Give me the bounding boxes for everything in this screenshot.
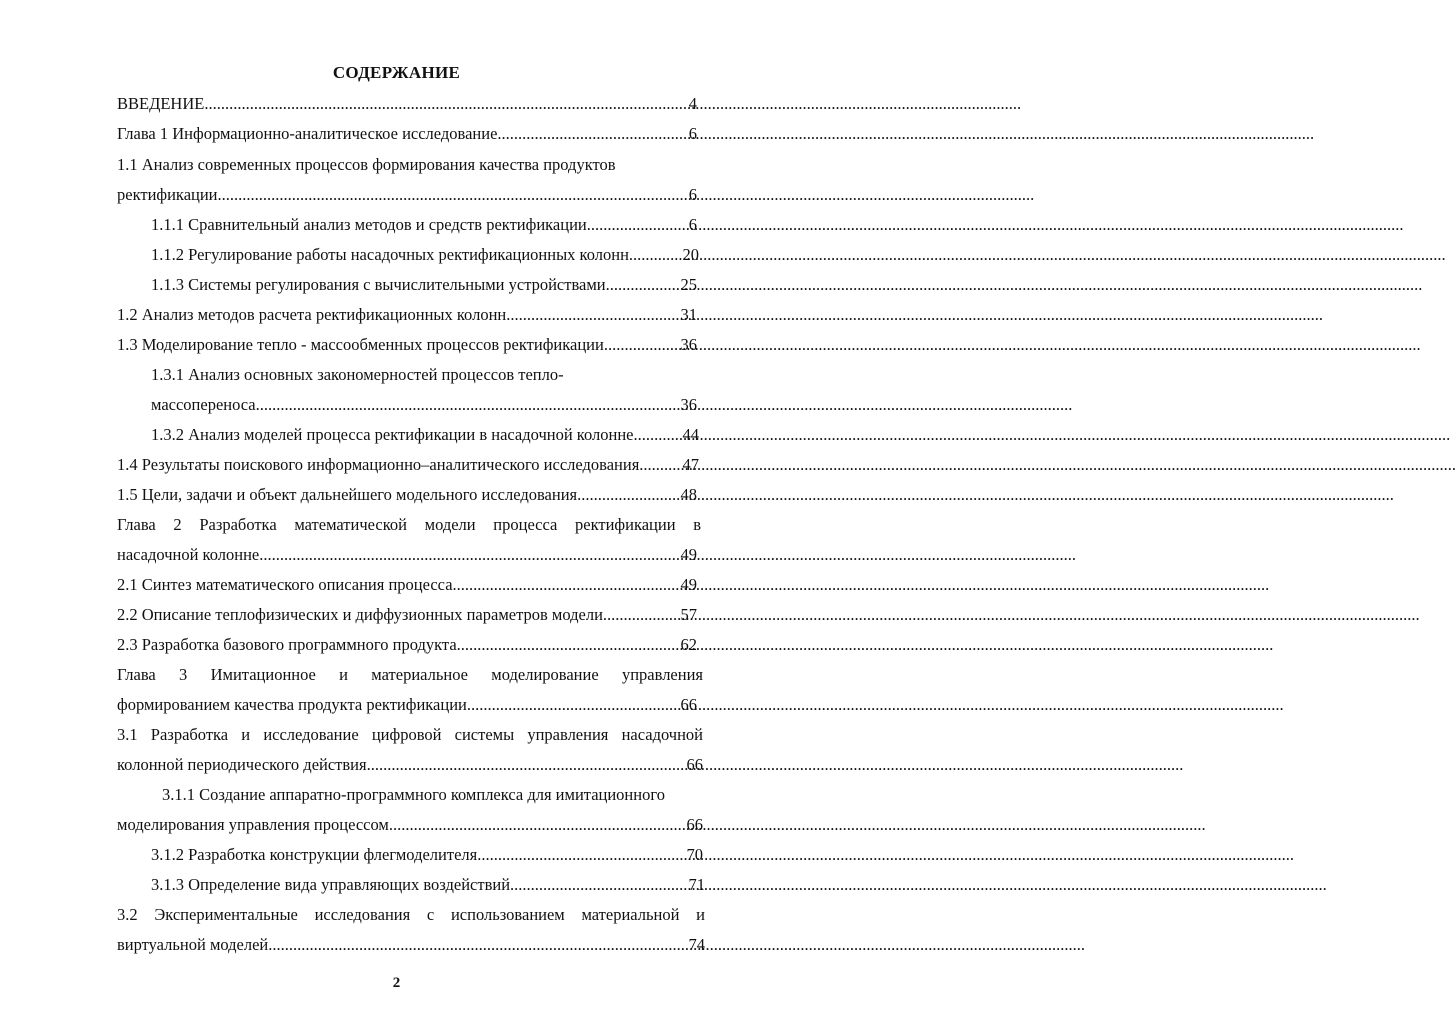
toc-entry-1-2[interactable] — [117, 305, 697, 325]
toc-page-number: 49 — [680, 545, 697, 564]
toc-entry-3-1-line1[interactable]: 3.1 Разработка и исследование цифровой системы управления насадочной — [117, 725, 703, 744]
toc-entry-1-3[interactable] — [117, 335, 697, 355]
toc-entry-text: 3.1.3 Определение вида управляющих воздействий — [151, 875, 511, 894]
toc-entry-chapter-2[interactable] — [117, 545, 697, 565]
toc-entry-text: колонной периодического действия — [117, 755, 367, 774]
toc-entry-text: Глава 1 Информационно-аналитическое исследование — [117, 124, 498, 143]
toc-entry-2-1[interactable] — [117, 575, 697, 595]
toc-entry-text: виртуальной моделей — [117, 935, 269, 954]
toc-entry-1-5[interactable] — [117, 485, 697, 505]
toc-entry-1-1-line1[interactable]: 1.1 Анализ современных процессов формирования качества продуктов — [117, 155, 616, 174]
toc-entry-chapter-1[interactable] — [117, 124, 697, 144]
toc-entry-1-1[interactable] — [117, 185, 697, 205]
toc-entry-text: 1.3.2 Анализ моделей процесса ректификации в насадочной колонне — [151, 425, 634, 444]
toc-page-number: 66 — [680, 695, 697, 714]
toc-entry-3-1-1-line1[interactable]: 3.1.1 Создание аппаратно-программного комплекса для имитационного — [162, 785, 665, 804]
toc-entry-3-2-line1[interactable]: 3.2 Экспериментальные исследования с использованием материальной и — [117, 905, 705, 924]
toc-page-number: 36 — [680, 395, 697, 414]
toc-entry-text: 2.2 Описание теплофизических и диффузионных параметров модели — [117, 605, 603, 624]
toc-entry-text: насадочной колонне — [117, 545, 260, 564]
toc-page-number: 6 — [688, 124, 697, 143]
toc-page-number: 62 — [680, 635, 697, 654]
toc-entry-1-1-1[interactable] — [151, 215, 697, 235]
toc-entry-text: 1.5 Цели, задачи и объект дальнейшего модельного исследования — [117, 485, 578, 504]
toc-entry-2-3[interactable] — [117, 635, 697, 655]
toc-page-number: 48 — [680, 485, 697, 504]
toc-page-number: 20 — [682, 245, 699, 264]
page-number: 2 — [392, 975, 401, 991]
toc-entry-text: массопереноса — [151, 395, 256, 414]
toc-entry-3-1-3[interactable] — [151, 875, 705, 895]
toc-page-number: 6 — [688, 215, 697, 234]
toc-entry-introduction[interactable] — [117, 94, 697, 114]
toc-entry-3-2[interactable] — [117, 935, 705, 955]
toc-entry-text: 1.1.3 Системы регулирования с вычислительными устройствами — [151, 275, 606, 294]
toc-page-number: 25 — [680, 275, 697, 294]
toc-entry-1-1-2[interactable] — [151, 245, 699, 265]
toc-page-number: 70 — [686, 845, 703, 864]
toc-entry-text: ректификации — [117, 185, 218, 204]
toc-entry-1-3-1[interactable] — [151, 395, 697, 415]
toc-entry-text: 1.1.2 Регулирование работы насадочных ректификационных колонн — [151, 245, 629, 264]
toc-entry-1-1-3[interactable] — [151, 275, 697, 295]
toc-entry-3-1-1[interactable] — [117, 815, 703, 835]
toc-page-number: 66 — [686, 815, 703, 834]
toc-entry-chapter-2-line1[interactable]: Глава 2 Разработка математической модели процесса ректификации в — [117, 515, 701, 534]
page-title: СОДЕРЖАНИЕ — [332, 63, 461, 82]
toc-entry-text: формированием качества продукта ректификации — [117, 695, 467, 714]
toc-entry-1-4[interactable] — [117, 455, 699, 475]
toc-page-number: 47 — [682, 455, 699, 474]
toc-entry-text: ВВЕДЕНИЕ — [117, 94, 205, 113]
toc-page-number: 44 — [682, 425, 699, 444]
toc-entry-text: 2.1 Синтез математического описания процесса — [117, 575, 453, 594]
toc-entry-chapter-3-line1[interactable]: Глава 3 Имитационное и материальное моделирование управления — [117, 665, 703, 684]
toc-page-number: 71 — [688, 875, 705, 894]
toc-entry-text: 1.3 Моделирование тепло - массообменных процессов ректификации — [117, 335, 604, 354]
toc-page-number: 49 — [680, 575, 697, 594]
toc-entry-text: 1.1.1 Сравнительный анализ методов и средств ректификации — [151, 215, 587, 234]
toc-entry-chapter-3[interactable] — [117, 695, 697, 715]
toc-entry-2-2[interactable] — [117, 605, 697, 625]
toc-page-number: 36 — [680, 335, 697, 354]
toc-entry-text: 1.4 Результаты поискового информационно–аналитического исследования — [117, 455, 640, 474]
toc-entry-text: 3.1.2 Разработка конструкции флегмоделителя — [151, 845, 478, 864]
toc-entry-3-1[interactable] — [117, 755, 703, 775]
toc-page-number: 66 — [686, 755, 703, 774]
toc-entry-text: 2.3 Разработка базового программного продукта — [117, 635, 457, 654]
toc-entry-1-3-1-line1[interactable]: 1.3.1 Анализ основных закономерностей процессов тепло- — [151, 365, 564, 384]
toc-page-number: 4 — [688, 94, 697, 113]
toc-entry-3-1-2[interactable] — [151, 845, 703, 865]
toc-page-number: 57 — [680, 605, 697, 624]
toc-entry-1-3-2[interactable] — [151, 425, 699, 445]
toc-page-number: 31 — [680, 305, 697, 324]
toc-page-number: 74 — [688, 935, 705, 954]
toc-page-number: 6 — [688, 185, 697, 204]
toc-entry-text: моделирования управления процессом — [117, 815, 389, 834]
toc-entry-text: 1.2 Анализ методов расчета ректификационных колонн — [117, 305, 507, 324]
